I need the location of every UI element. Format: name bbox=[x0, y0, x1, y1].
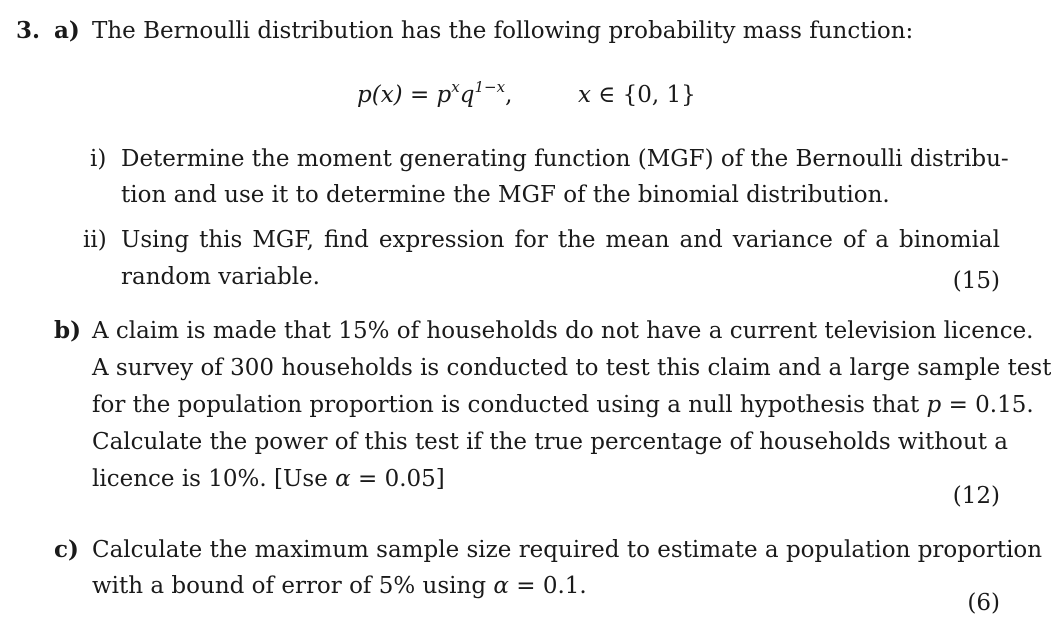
part-c-line-1: Calculate the maximum sample size required to estimate a population proportion bbox=[92, 537, 1043, 563]
part-c-line-2-var: α bbox=[493, 573, 509, 599]
subpart-ii-line-1: Using this MGF, find expression for the mean and variance of a binomial bbox=[121, 227, 1000, 253]
part-c-line-2-text: with a bound of error of 5% using bbox=[92, 573, 494, 599]
formula-q-exponent: 1−x bbox=[474, 78, 506, 96]
part-b-line-3-var: p bbox=[926, 392, 942, 418]
part-b-marks: (12) bbox=[952, 483, 1000, 509]
formula-q: q bbox=[459, 82, 475, 108]
question-number: 3. bbox=[16, 17, 41, 44]
part-b-line-5-var: α bbox=[335, 466, 351, 492]
part-b-line-3-text: for the population proportion is conducted using a null hypothesis that bbox=[92, 392, 927, 418]
domain-variable: x bbox=[578, 82, 591, 108]
part-a-intro: The Bernoulli distribution has the following probability mass function: bbox=[92, 18, 914, 44]
part-c-line-2-value: = 0.1. bbox=[508, 573, 587, 599]
part-a-label: a) bbox=[54, 17, 80, 44]
part-b-label: b) bbox=[54, 317, 81, 344]
part-c-label: c) bbox=[54, 536, 79, 563]
pmf-formula bbox=[357, 80, 512, 112]
pmf-domain bbox=[578, 80, 696, 110]
part-a-marks: (15) bbox=[952, 268, 1000, 294]
subpart-ii-label: ii) bbox=[83, 227, 107, 253]
formula-p: p bbox=[436, 82, 452, 108]
part-c-line-2 bbox=[92, 571, 587, 601]
part-b-line-3-value: = 0.15. bbox=[941, 392, 1034, 418]
part-b-line-3 bbox=[92, 390, 1034, 420]
subpart-i-label: i) bbox=[90, 146, 107, 172]
part-b-line-2: A survey of 300 households is conducted to test this claim and a large sample test bbox=[92, 355, 1051, 381]
formula-comma: , bbox=[505, 82, 513, 108]
subpart-i-line-2: tion and use it to determine the MGF of the binomial distribution. bbox=[121, 182, 890, 208]
formula-p-exponent: x bbox=[451, 78, 460, 96]
part-b-line-4: Calculate the power of this test if the true percentage of households without a bbox=[92, 429, 1008, 455]
part-b-line-5-value: = 0.05] bbox=[350, 466, 445, 492]
formula-lhs: p(x) = bbox=[357, 82, 430, 108]
subpart-i-line-1: Determine the moment generating function (MGF) of the Bernoulli distribu- bbox=[121, 146, 1009, 172]
part-c-marks: (6) bbox=[967, 590, 1000, 616]
domain-set: ∈ {0, 1} bbox=[590, 82, 696, 108]
part-b-line-5-text: licence is 10%. [Use bbox=[92, 466, 336, 492]
part-b-line-1: A claim is made that 15% of households do not have a current television licence. bbox=[92, 318, 1034, 344]
part-b-line-5 bbox=[92, 464, 445, 494]
subpart-ii-line-2: random variable. bbox=[121, 264, 320, 290]
